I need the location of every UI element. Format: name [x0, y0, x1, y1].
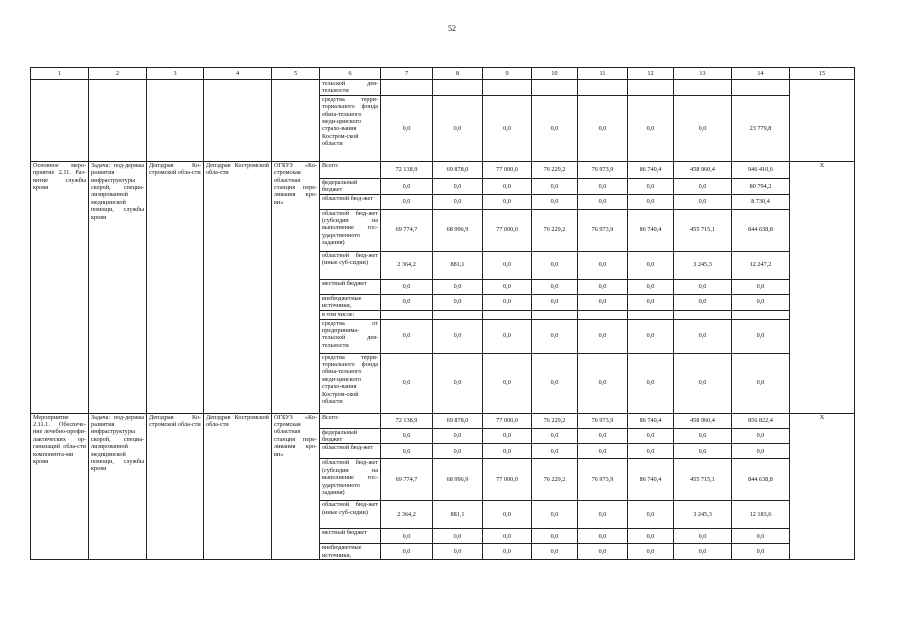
value-cell: 12 183,6 [732, 501, 790, 529]
value-cell: 844 638,8 [732, 459, 790, 501]
empty-cell [532, 310, 578, 319]
value-cell: 0,0 [532, 194, 578, 209]
value-cell: 69 774,7 [381, 459, 433, 501]
value-cell: 76 229,2 [532, 459, 578, 501]
value-cell: 0,0 [532, 444, 578, 459]
value-cell: 76 973,9 [578, 209, 628, 251]
source-label: средства терри-ториального фонда обяза-тельного меди-цинского страхо-вания Костром-ской области [320, 353, 381, 413]
empty-cell [790, 80, 855, 162]
value-cell: 0,0 [674, 294, 732, 310]
value-cell: 0,0 [628, 294, 674, 310]
value-cell: 0,0 [674, 353, 732, 413]
source-label: областной бюд-жет (субсидии на выполнение гос-ударственного задания) [320, 209, 381, 251]
value-cell: 0,0 [578, 444, 628, 459]
value-cell: 0,0 [674, 178, 732, 194]
value-cell: 0,0 [381, 279, 433, 294]
x-mark: X [790, 161, 855, 413]
value-cell: 0,0 [381, 353, 433, 413]
source-label: местный бюджет [320, 279, 381, 294]
value-cell: 0,0 [483, 251, 532, 279]
empty-cell [674, 80, 732, 96]
value-cell: 0,0 [433, 178, 483, 194]
empty-cell [578, 310, 628, 319]
value-cell: 0,0 [674, 95, 732, 161]
value-cell: 23 779,8 [732, 95, 790, 161]
value-cell: 0,0 [381, 529, 433, 544]
value-cell: 0,0 [578, 544, 628, 560]
value-cell: 69 878,0 [433, 413, 483, 428]
source-label: средства от предпринима-тельской дея-тельности [320, 319, 381, 353]
column-header: 6 [320, 68, 381, 80]
value-cell: 0,0 [483, 444, 532, 459]
value-cell: 0,0 [381, 178, 433, 194]
source-label: местный бюджет [320, 529, 381, 544]
value-cell: 86 740,4 [628, 413, 674, 428]
source-label: внебюджетные источники, [320, 294, 381, 310]
measure-name: Основное меро-приятие 2.11. Раз-витие службы крови [31, 161, 89, 413]
value-cell: 0,0 [433, 444, 483, 459]
value-cell: 0,0 [732, 279, 790, 294]
source-label: федеральный бюджет [320, 178, 381, 194]
empty-cell [31, 80, 89, 162]
value-cell: 0,0 [483, 529, 532, 544]
value-cell: 0,0 [674, 444, 732, 459]
column-header: 8 [433, 68, 483, 80]
value-cell: 0,0 [381, 294, 433, 310]
value-cell: 0,0 [628, 95, 674, 161]
empty-cell [272, 80, 320, 162]
value-cell: 0,0 [628, 444, 674, 459]
table-row [31, 80, 855, 96]
value-cell: 76 229,2 [532, 161, 578, 178]
value-cell: 0,0 [674, 544, 732, 560]
value-cell: 77 000,0 [483, 413, 532, 428]
value-cell: 80 794,2 [732, 178, 790, 194]
value-cell: 8 730,4 [732, 194, 790, 209]
column-header: 11 [578, 68, 628, 80]
task-text: Задача: под-держка развития инфраструктуры скорой, специа-лизированной медицинской помощи, службы крови [89, 413, 147, 560]
empty-cell [381, 80, 433, 96]
source-label: областной бюд-жет (иные суб-сидии) [320, 251, 381, 279]
value-cell: 0,0 [433, 353, 483, 413]
empty-cell [732, 310, 790, 319]
value-cell: 0,0 [674, 428, 732, 444]
page-number: 52 [448, 24, 456, 33]
task-text: Задача: под-держка развития инфраструктуры скорой, специа-лизированной медицинской помощи, службы крови [89, 161, 147, 413]
value-cell: 12 247,2 [732, 251, 790, 279]
value-cell: 0,0 [433, 279, 483, 294]
value-cell: 0,0 [628, 428, 674, 444]
value-cell: 0,0 [532, 95, 578, 161]
value-cell: 76 973,9 [578, 459, 628, 501]
value-cell: 0,0 [628, 544, 674, 560]
source-label: федеральный бюджет [320, 428, 381, 444]
coordinator-cell: Депздрав Костромской обла-сти [204, 161, 272, 413]
empty-cell [483, 80, 532, 96]
value-cell: 72 138,9 [381, 161, 433, 178]
customer-cell: Депздрав Ко-стромской обла-сти [147, 161, 204, 413]
value-cell: 2 364,2 [381, 251, 433, 279]
value-cell: 2 364,2 [381, 501, 433, 529]
value-cell: 0,0 [532, 294, 578, 310]
value-cell: 0,0 [532, 501, 578, 529]
value-cell: 0,0 [532, 279, 578, 294]
program-table [30, 67, 855, 560]
empty-cell [674, 310, 732, 319]
empty-cell [433, 310, 483, 319]
value-cell: 0,0 [433, 319, 483, 353]
value-cell: 77 000,0 [483, 209, 532, 251]
column-header: 13 [674, 68, 732, 80]
value-cell: 0,0 [732, 319, 790, 353]
column-header: 12 [628, 68, 674, 80]
executor-cell: ОГБУЗ «Ко-стромская областная станция пере-ливания кро-ви» [272, 161, 320, 413]
header-row [31, 68, 855, 80]
value-cell: 0,0 [483, 544, 532, 560]
column-header: 14 [732, 68, 790, 80]
value-cell: 0,0 [578, 279, 628, 294]
value-cell: 946 410,6 [732, 161, 790, 178]
value-cell: 0,0 [628, 178, 674, 194]
column-header: 10 [532, 68, 578, 80]
value-cell: 0,0 [483, 319, 532, 353]
value-cell: 69 774,7 [381, 209, 433, 251]
value-cell: 0,0 [381, 544, 433, 560]
value-cell: 0,0 [578, 194, 628, 209]
value-cell: 0,0 [578, 294, 628, 310]
value-cell: 0,0 [433, 294, 483, 310]
value-cell: 0,0 [732, 353, 790, 413]
value-cell: 0,0 [483, 353, 532, 413]
value-cell: 77 000,0 [483, 459, 532, 501]
value-cell: 0,0 [483, 428, 532, 444]
source-label: областной бюд-жет [320, 194, 381, 209]
value-cell: 0,0 [532, 178, 578, 194]
column-header: 5 [272, 68, 320, 80]
value-cell: 76 973,9 [578, 161, 628, 178]
value-cell: 3 245,3 [674, 251, 732, 279]
value-cell: 0,0 [483, 294, 532, 310]
column-header: 3 [147, 68, 204, 80]
value-cell: 458 960,4 [674, 413, 732, 428]
source-label: Всего: [320, 161, 381, 178]
value-cell: 76 229,2 [532, 413, 578, 428]
value-cell: 86 740,4 [628, 459, 674, 501]
value-cell: 0,0 [433, 529, 483, 544]
value-cell: 0,0 [628, 279, 674, 294]
value-cell: 881,1 [433, 251, 483, 279]
value-cell: 0,0 [483, 279, 532, 294]
value-cell: 0,0 [578, 353, 628, 413]
value-cell: 0,0 [381, 428, 433, 444]
empty-cell [532, 80, 578, 96]
value-cell: 0,0 [532, 251, 578, 279]
column-header: 9 [483, 68, 532, 80]
source-label: областной бюд-жет (иные суб-сидии) [320, 501, 381, 529]
empty-cell [204, 80, 272, 162]
value-cell: 76 229,2 [532, 209, 578, 251]
table-body [31, 68, 855, 560]
empty-cell [381, 310, 433, 319]
value-cell: 0,0 [483, 95, 532, 161]
value-cell: 0,0 [674, 529, 732, 544]
value-cell: 0,0 [628, 501, 674, 529]
executor-cell: ОГБУЗ «Ко-стромская областная станция пере-ливания кро-ви» [272, 413, 320, 560]
value-cell: 0,0 [628, 251, 674, 279]
empty-cell [433, 80, 483, 96]
column-header: 2 [89, 68, 147, 80]
source-label: средства терри-ториального фонда обяза-тельного меди-цинского страхо-вания Костром-ской области [320, 95, 381, 161]
value-cell: 0,0 [674, 279, 732, 294]
value-cell: 0,0 [433, 194, 483, 209]
value-cell: 0,0 [532, 319, 578, 353]
empty-cell [628, 80, 674, 96]
value-cell: 0,0 [578, 319, 628, 353]
column-header: 15 [790, 68, 855, 80]
value-cell: 86 740,4 [628, 209, 674, 251]
measure-name: Мероприятие 2.11.1. Обеспече-ние лечебно-профи-лактических ор-ганизаций обла-сти компонента-ми крови [31, 413, 89, 560]
value-cell: 455 715,1 [674, 209, 732, 251]
value-cell: 458 960,4 [674, 161, 732, 178]
value-cell: 0,0 [578, 251, 628, 279]
column-header: 7 [381, 68, 433, 80]
value-cell: 0,0 [433, 95, 483, 161]
value-cell: 844 638,8 [732, 209, 790, 251]
value-cell: 86 740,4 [628, 161, 674, 178]
value-cell: 0,0 [732, 529, 790, 544]
value-cell: 69 878,0 [433, 161, 483, 178]
value-cell: 0,0 [628, 319, 674, 353]
value-cell: 0,0 [578, 501, 628, 529]
source-label: областной бюд-жет [320, 444, 381, 459]
value-cell: 0,0 [674, 194, 732, 209]
empty-cell [483, 310, 532, 319]
column-header: 4 [204, 68, 272, 80]
table-row [31, 161, 855, 178]
value-cell: 0,0 [381, 194, 433, 209]
value-cell: 0,0 [578, 428, 628, 444]
value-cell: 0,0 [732, 428, 790, 444]
value-cell: 77 000,0 [483, 161, 532, 178]
empty-cell [578, 80, 628, 96]
value-cell: 881,1 [433, 501, 483, 529]
coordinator-cell: Депздрав Костромской обла-сти [204, 413, 272, 560]
value-cell: 0,0 [578, 95, 628, 161]
value-cell: 0,0 [628, 194, 674, 209]
value-cell: 0,0 [381, 444, 433, 459]
value-cell: 0,0 [532, 529, 578, 544]
source-label: областной бюд-жет (субсидии на выполнение гос-ударственного задания) [320, 459, 381, 501]
value-cell: 0,0 [578, 178, 628, 194]
value-cell: 0,0 [674, 319, 732, 353]
source-label: внебюджетные источники, [320, 544, 381, 560]
value-cell: 0,0 [433, 428, 483, 444]
value-cell: 0,0 [628, 529, 674, 544]
value-cell: 0,0 [433, 544, 483, 560]
value-cell: 0,0 [732, 444, 790, 459]
value-cell: 0,0 [381, 319, 433, 353]
value-cell: 0,0 [483, 501, 532, 529]
source-label: в том числе: [320, 310, 381, 319]
value-cell: 68 996,9 [433, 459, 483, 501]
value-cell: 76 973,9 [578, 413, 628, 428]
value-cell: 0,0 [628, 353, 674, 413]
value-cell: 455 715,1 [674, 459, 732, 501]
value-cell: 856 822,4 [732, 413, 790, 428]
value-cell: 0,0 [732, 544, 790, 560]
value-cell: 0,0 [483, 194, 532, 209]
value-cell: 0,0 [732, 294, 790, 310]
empty-cell [89, 80, 147, 162]
value-cell: 72 138,9 [381, 413, 433, 428]
empty-cell [628, 310, 674, 319]
customer-cell: Депздрав Ко-стромской обла-сти [147, 413, 204, 560]
empty-cell [147, 80, 204, 162]
value-cell: 0,0 [532, 544, 578, 560]
x-mark: X [790, 413, 855, 560]
value-cell: 0,0 [532, 428, 578, 444]
value-cell: 3 245,3 [674, 501, 732, 529]
value-cell: 0,0 [483, 178, 532, 194]
source-label: тельской дея-тельности [320, 80, 381, 96]
value-cell: 0,0 [578, 529, 628, 544]
column-header: 1 [31, 68, 89, 80]
source-label: Всего: [320, 413, 381, 428]
value-cell: 0,0 [532, 353, 578, 413]
table-row [31, 413, 855, 428]
value-cell: 0,0 [381, 95, 433, 161]
empty-cell [732, 80, 790, 96]
value-cell: 68 996,9 [433, 209, 483, 251]
